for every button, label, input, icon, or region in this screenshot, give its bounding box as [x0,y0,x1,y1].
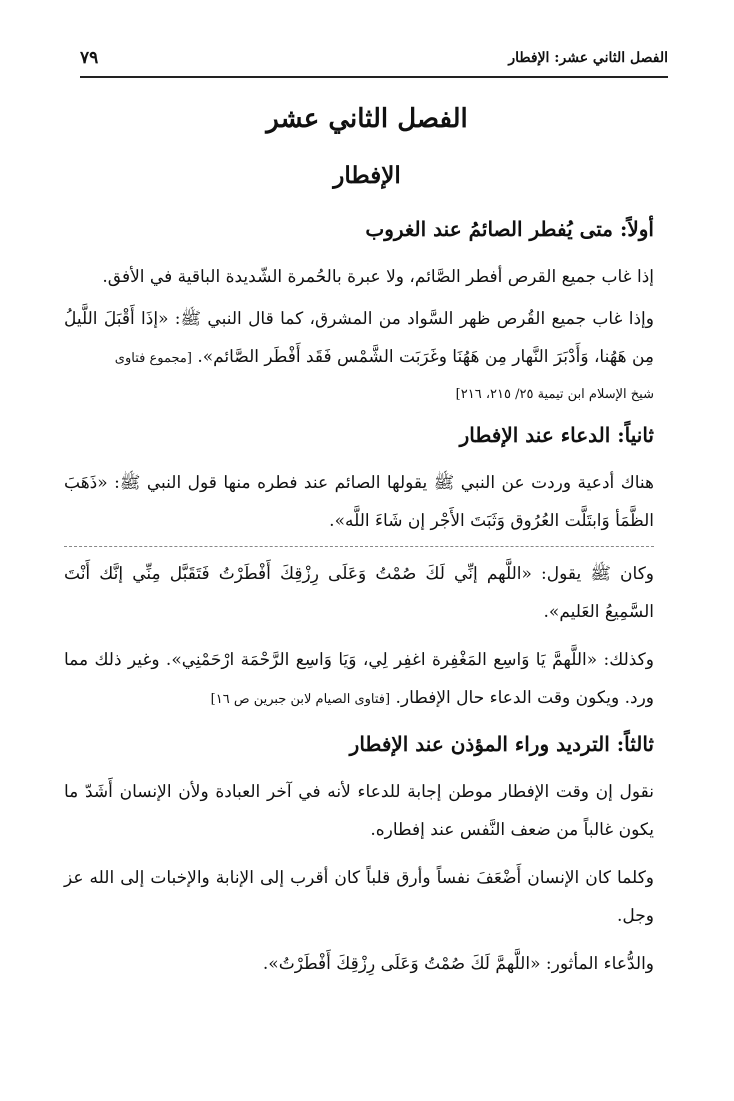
running-title: الفصل الثاني عشر: الإفطار [508,50,668,66]
chapter-title: الفصل الثاني عشر [266,104,468,134]
paragraph: هناك أدعية وردت عن النبي ﷺ يقولها الصائم عند فطره منها قول النبي ﷺ: «ذَهَبَ الظَّمَأ وَابتَلَّت العُرُوق وَثَبَتَ الأَجْر إن شَاءَ اللَّه». [64,473,654,531]
citation: [مجموع فتاوى [114,351,192,366]
citation: شيخ الإسلام ابن تيمية ٢٥/ ٢١٥، ٢١٦] [455,387,654,402]
paragraph-text: وإذا غاب جميع القُرص ظهر السَّواد من المشرق، كما قال النبي ﷺ: «إذَا أَقْبَلَ اللَّيلُ مِن هَهُنا، وَأَدْبَرَ النَّهار مِن هَهُنَا وغَرَبَت الشَّمْس فَقَد أَفْطَر الصَّائم». [64,309,654,367]
paragraph [64,300,654,378]
paragraph: وكلما كان الإنسان أَضْعَفَ نفساً وأرق قلباً كان أقرب إلى الإنابة والإخبات إلى الله عز وجل. [64,868,654,926]
paragraph: والدُّعاء المأثور: «اللَّهمَّ لَكَ صُمْتُ وَعَلَى رِزْقِكَ أَفْطَرْتُ». [262,954,654,974]
citation: [فتاوى الصيام لابن جبرين ص ١٦] [210,692,391,707]
section-heading-1: أولاً: متى يُفطر الصائمُ عند الغروب [365,217,654,241]
paragraph: وكان ﷺ يقول: «اللَّهم إنِّي لَكَ صُمْتُ وَعَلَى رِزْقِكَ أَفْطَرْتُ فَتَقَبَّل مِنِّي إنَّك أَنْتَ السَّمِيعُ العَليم». [64,564,654,622]
paragraph: إذا غاب جميع القرص أفطر الصَّائم، ولا عبرة بالحُمرة الشّديدة الباقية في الأفق. [102,267,654,287]
section-heading-2: ثانياً: الدعاء عند الإفطار [459,423,654,447]
paragraph: نقول إن وقت الإفطار موطن إجابة للدعاء لأنه في آخر العبادة ولأن الإنسان أَشَدّ ما يكون غالباً من ضعف النَّفس عند إفطاره. [64,782,654,840]
paragraph [64,641,654,719]
page-number: ٧٩ [80,48,99,68]
page-content [64,208,654,987]
section-heading-3: ثالثاً: الترديد وراء المؤذن عند الإفطار [349,732,654,756]
divider [64,546,654,547]
paragraph-text: وكذلك: «اللَّهمَّ يَا وَاسِع المَغْفِرة اغفِر لِي، وَيَا وَاسِع الرَّحْمَة ارْحَمْنِي». وغير ذلك مما ورد. ويكون وقت الدعاء حال الإفطار. [64,650,654,708]
running-header [80,44,668,78]
chapter-subtitle: الإفطار [333,162,401,189]
